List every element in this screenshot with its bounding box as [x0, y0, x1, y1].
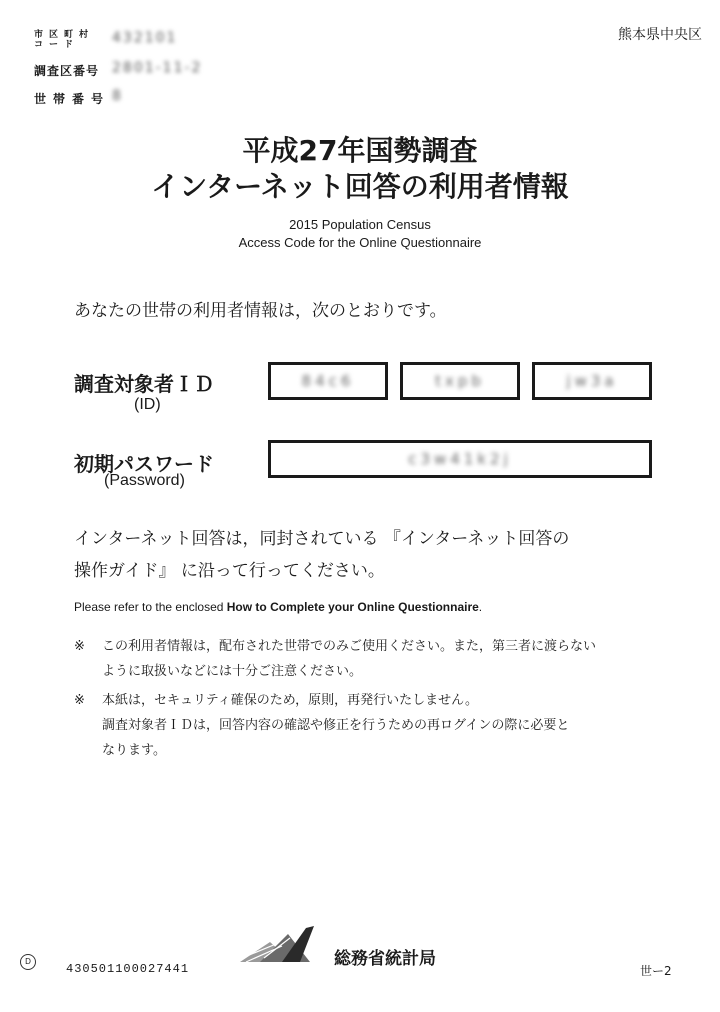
title-en-line2: Access Code for the Online Questionnaire: [238, 235, 482, 250]
id-label: 調査対象者ＩＤ: [74, 372, 214, 396]
instruction-line2: 操作ガイド』 に沿って行ってください。: [74, 561, 385, 581]
district-label: 調査区番号: [34, 64, 100, 78]
municipality-code-value: 432101: [112, 30, 178, 46]
statistics-bureau-logo: [240, 924, 330, 964]
serial-number: 430501100027441: [66, 962, 190, 976]
household-label: 世帯番号: [34, 92, 111, 106]
district-value: 2801-11-2: [112, 60, 203, 76]
id-value-2: txpb: [435, 372, 485, 390]
password-box: [268, 440, 652, 478]
password-label: 初期パスワード: [74, 452, 214, 476]
prefecture-label: 熊本県中央区: [618, 27, 702, 43]
refer-en-text: Please refer to the enclosed How to Complete your Online Questionnaire.: [74, 600, 483, 614]
title-en-line1: 2015 Population Census: [289, 217, 431, 232]
guide-title-en: How to Complete your Online Questionnaire: [226, 600, 479, 614]
title-line2: インターネット回答の利用者情報: [151, 170, 569, 203]
note-2-mark: ※: [74, 693, 85, 708]
id-value-3: jw3a: [566, 372, 618, 390]
note-1-mark: ※: [74, 639, 85, 654]
circle-mark-icon: D: [20, 954, 36, 970]
title-line1: 平成27年国勢調査: [242, 134, 478, 167]
agency-name: 総務省統計局: [334, 949, 436, 969]
id-sub-label: (ID): [134, 396, 161, 413]
id-box-1: [268, 362, 388, 400]
note-1: この利用者情報は，配布された世帯でのみご使用ください。また，第三者に渡らない ように取扱いなどには十分ご注意ください。: [102, 639, 597, 679]
id-box-3: [532, 362, 652, 400]
password-sub-label: (Password): [104, 472, 185, 489]
municipality-code-label: 市区町村 コード: [34, 30, 95, 50]
page-code: 世ー2: [640, 964, 672, 978]
intro-text: あなたの世帯の利用者情報は，次のとおりです。: [74, 301, 447, 321]
id-box-2: [400, 362, 520, 400]
instruction-line1: インターネット回答は，同封されている 『インターネット回答の: [74, 529, 570, 549]
note-2: 本紙は，セキュリティ確保のため，原則，再発行いたしません。 調査対象者ＩＤは，回答内容の確認や修正を行うための再ログインの際に必要と なります。: [102, 693, 570, 758]
password-value: c3w41k2j: [408, 450, 512, 468]
id-value-1: 84c6: [301, 372, 355, 390]
household-value: 8: [112, 88, 123, 104]
